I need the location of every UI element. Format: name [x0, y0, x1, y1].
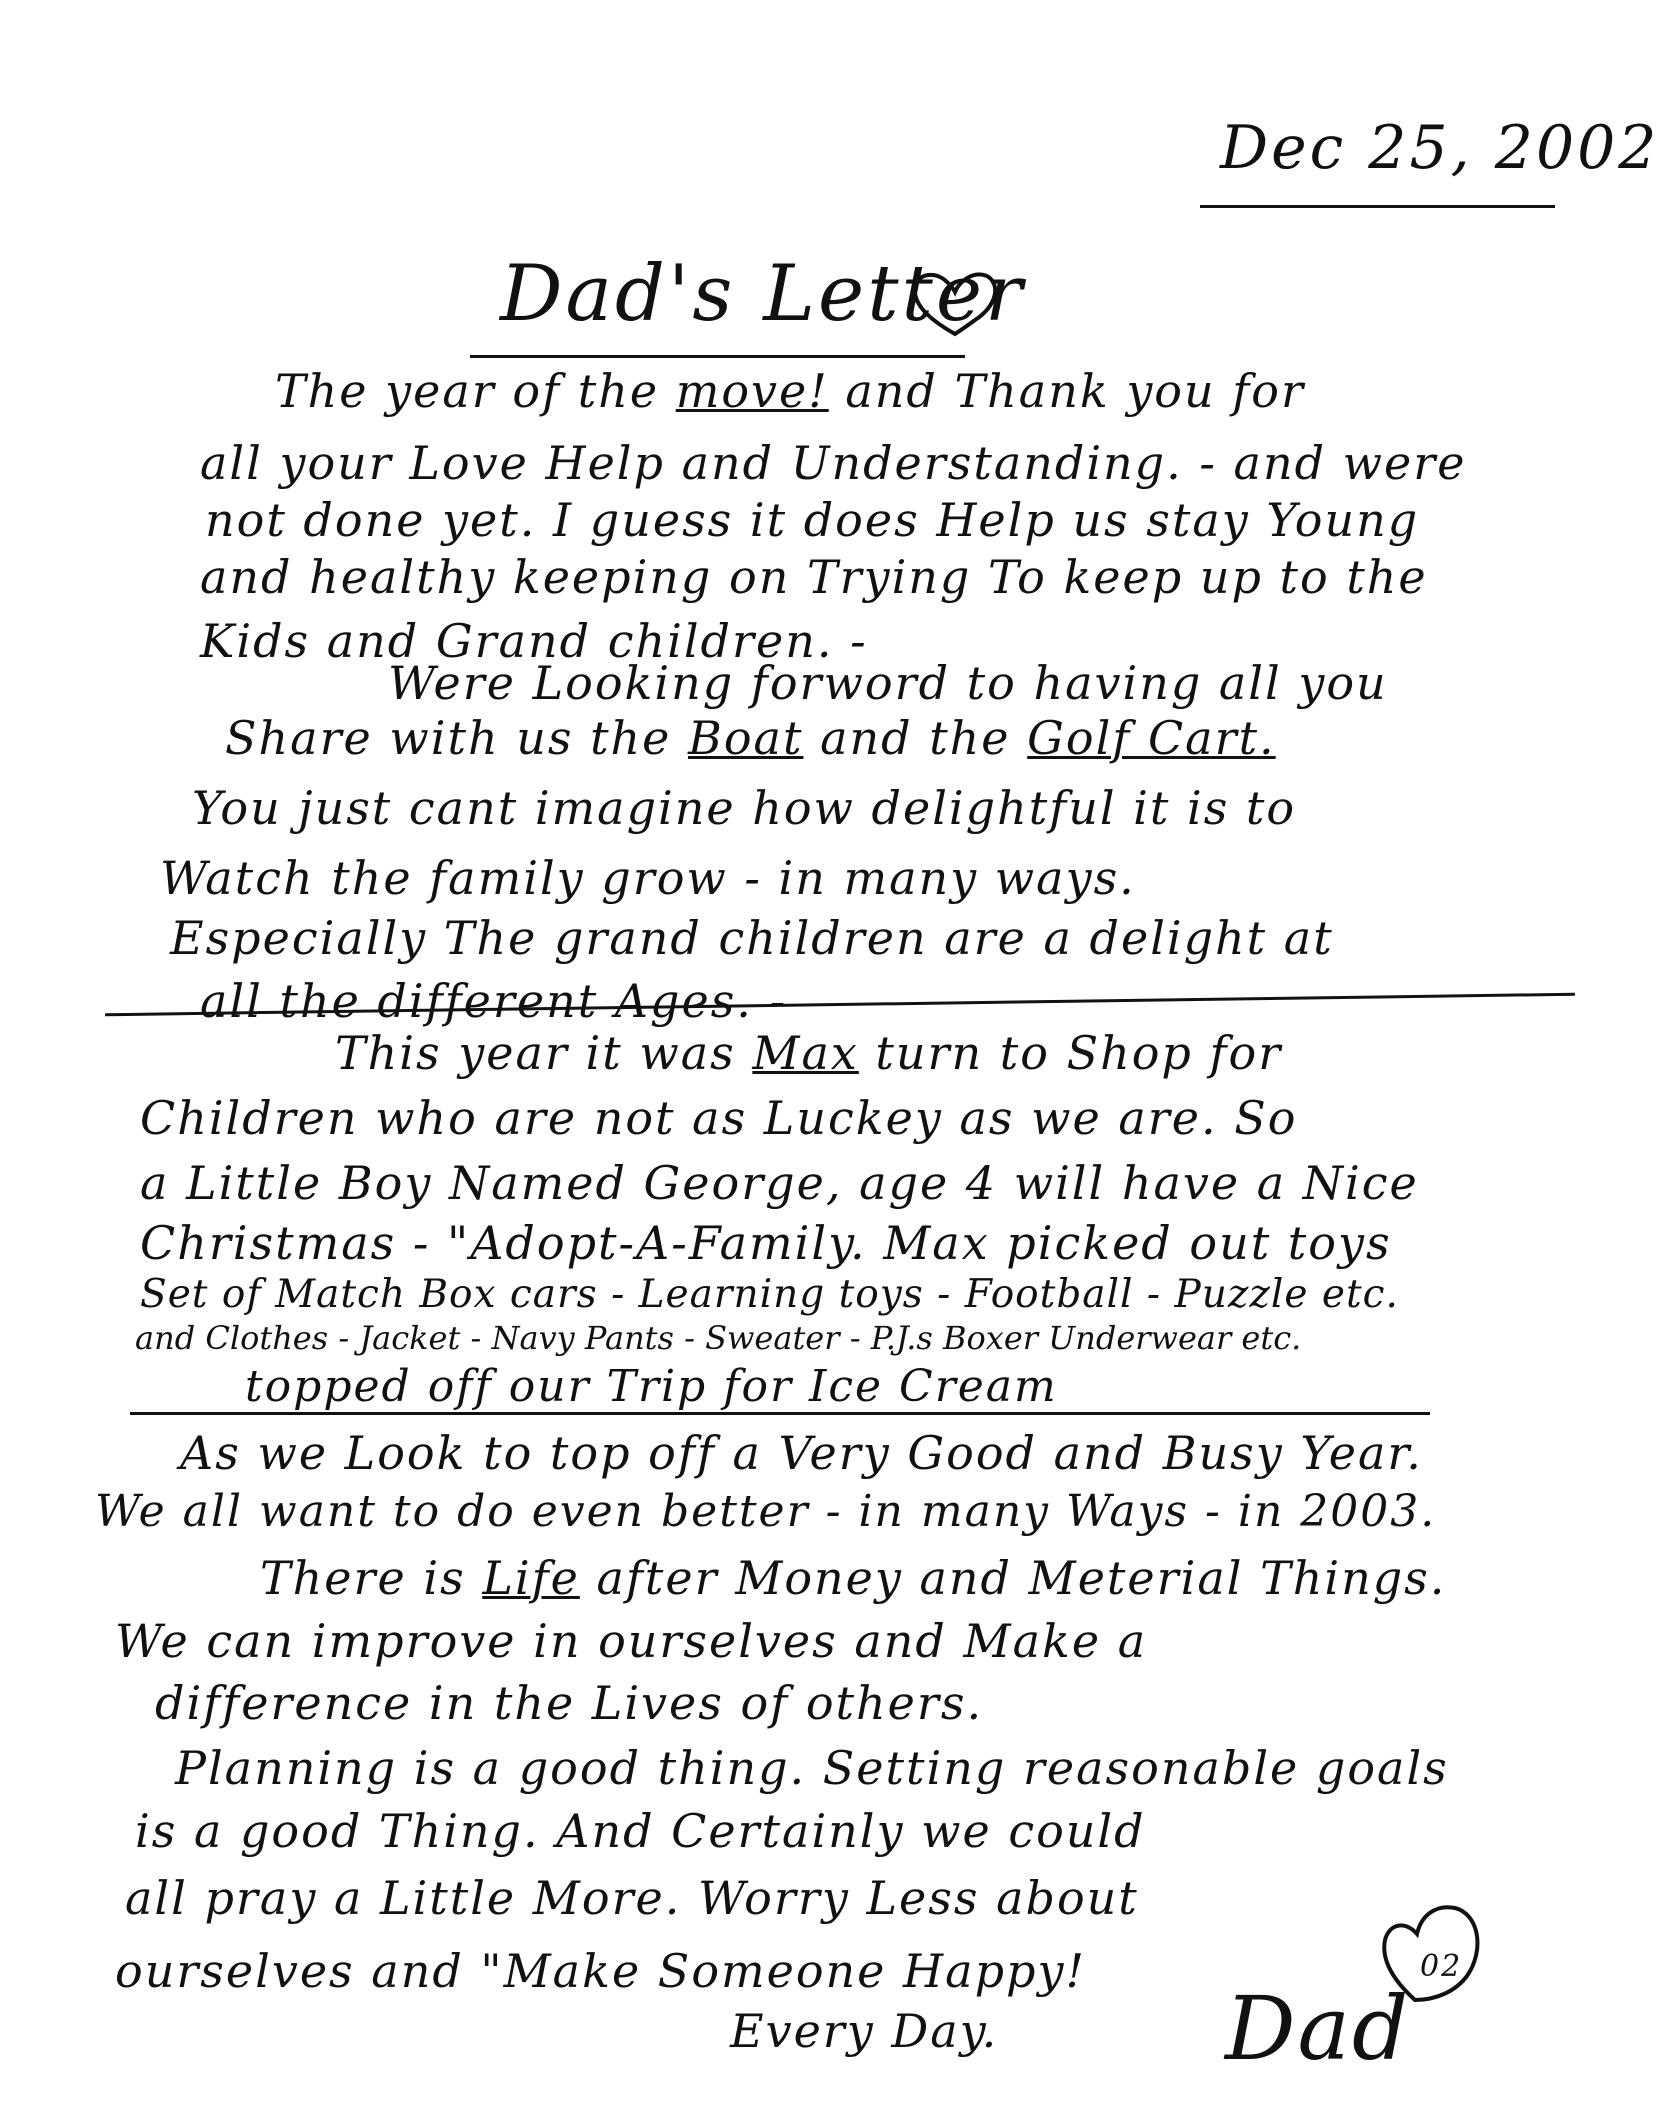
title-underline: [470, 355, 965, 358]
letter-line: is a good Thing. And Certainly we could: [135, 1804, 1146, 1858]
letter-title: Dad's Letter: [500, 249, 1026, 339]
letter-line: We all want to do even better - in many Ways - in 2003.: [95, 1486, 1437, 1537]
heart-note: 02: [1420, 1949, 1463, 1984]
letter-line: Were Looking forword to having all you: [388, 656, 1388, 710]
letter-line: and Clothes - Jacket - Navy Pants - Sweater - P.J.s Boxer Underwear etc.: [135, 1319, 1302, 1357]
letter-line: ourselves and "Make Someone Happy!: [115, 1944, 1086, 1998]
letter-line: The year of the move! and Thank you for: [275, 364, 1305, 418]
letter-line: We can improve in ourselves and Make a: [115, 1614, 1148, 1668]
letter-line: As we Look to top off a Very Good and Busy Year.: [180, 1426, 1423, 1480]
letter-line: and healthy keeping on Trying To keep up to the: [200, 550, 1428, 604]
letter-line: Kids and Grand children. -: [200, 614, 868, 668]
letter-line: all your Love Help and Understanding. - and were: [200, 436, 1467, 490]
letter-line: all pray a Little More. Worry Less about: [125, 1871, 1139, 1925]
letter-line: all the different Ages. -: [200, 974, 788, 1028]
letter-line: a Little Boy Named George, age 4 will have a Nice: [140, 1156, 1419, 1210]
letter-line: There is Life after Money and Meterial Things.: [260, 1551, 1447, 1605]
golf-cart-word: Golf Cart.: [1027, 711, 1276, 765]
letter-date: Dec 25, 2002: [1220, 113, 1660, 183]
letter-line: Children who are not as Luckey as we are. So: [140, 1091, 1298, 1145]
letter-line: difference in the Lives of others.: [155, 1676, 984, 1730]
life-word: Life: [482, 1551, 580, 1605]
max-word: Max: [752, 1026, 859, 1080]
date-underline: [1200, 205, 1555, 208]
heart-icon: [905, 262, 1005, 342]
signature: Dad: [1225, 1977, 1411, 2080]
letter-line: Watch the family grow - in many ways.: [160, 851, 1136, 905]
letter-line: Christmas - "Adopt-A-Family. Max picked out toys: [140, 1216, 1392, 1270]
letter-line: Planning is a good thing. Setting reasonable goals: [175, 1741, 1449, 1795]
letter-line: This year it was Max turn to Shop for: [335, 1026, 1283, 1080]
letter-line: topped off our Trip for Ice Cream: [245, 1361, 1058, 1412]
section-divider: [130, 1412, 1430, 1415]
letter-line: not done yet. I guess it does Help us stay Young: [205, 493, 1420, 547]
letter-line: Set of Match Box cars - Learning toys - Football - Puzzle etc.: [140, 1272, 1399, 1317]
letter-line: Share with us the Boat and the Golf Cart.: [225, 711, 1276, 765]
move-word: move!: [675, 364, 829, 418]
boat-word: Boat: [688, 711, 804, 765]
letter-line: Every Day.: [730, 2004, 999, 2058]
letter-line: You just cant imagine how delightful it is to: [192, 781, 1297, 835]
letter-line: Especially The grand children are a delight at: [170, 911, 1334, 965]
